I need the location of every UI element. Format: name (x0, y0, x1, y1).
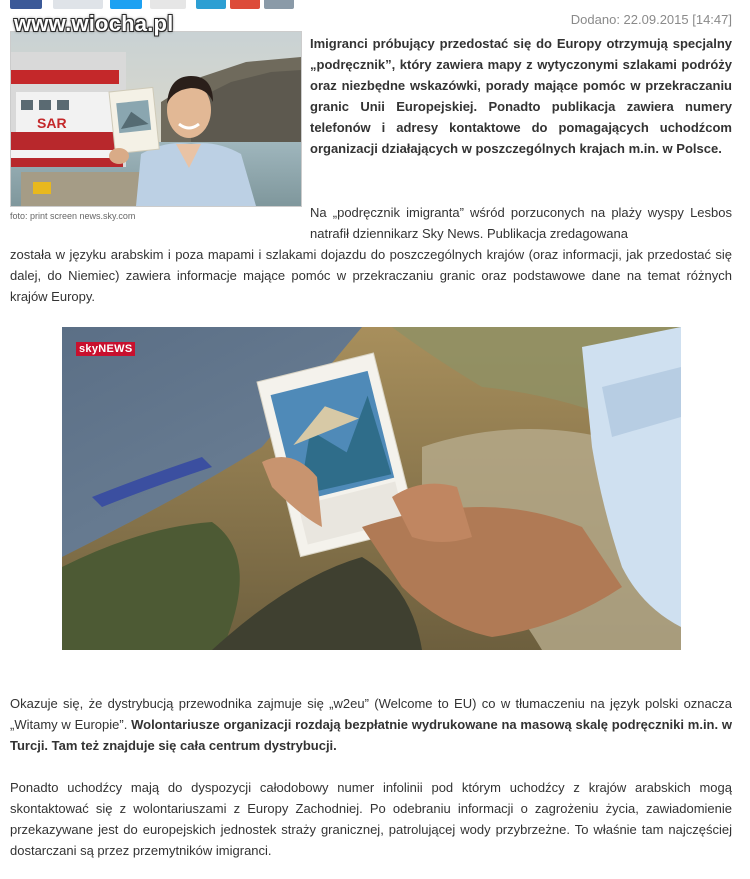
sky-news-logo: skyNEWS (76, 342, 135, 356)
share-bar (0, 0, 300, 9)
paragraph-2 (10, 693, 732, 756)
site-watermark: www.wiocha.pl (14, 11, 174, 36)
vk-share-button[interactable] (53, 0, 103, 9)
article-thumbnail-image (10, 31, 302, 207)
paragraph-2-bold: Wolontariusze organizacji rozdają bezpłatnie wydrukowane na masową skalę podręczniki m.in. w Turcji. Tam też znajduje się cała centrum dystrybucji. (10, 717, 732, 753)
paragraph-3: Ponadto uchodźcy mają do dyspozycji całodobowy numer infolinii pod którym uchodźcy z krajów arabskich mogą skontaktować się z wolontariuszami z Europy Zachodniej. Po odebraniu informacji o zagrożeniu życia, zawiadomienie przekazywane jest do europejskich jednostek straży granicznej, patrolującej wody przybrzeżne. To właśnie tam najczęściej dostarczani są przez przemytników imigranci. (10, 780, 732, 858)
sky-news-video-frame[interactable] (62, 327, 681, 650)
google-plus-share-button[interactable] (230, 0, 260, 9)
boat-label: SAR (37, 115, 67, 131)
twitter-share-button[interactable] (110, 0, 142, 9)
photo-credit: foto: print screen news.sky.com (10, 211, 136, 221)
wykop-share-button[interactable] (196, 0, 226, 9)
facebook-share-button[interactable] (10, 0, 42, 9)
paragraph-1-top: Na „podręcznik imigranta” wśród porzuconych na plaży wyspy Lesbos natrafił dziennikarz Sky News. Publikacja zredagowana (310, 205, 732, 241)
article-lead: Imigranci próbujący przedostać się do Europy otrzymują specjalny „podręcznik”, który zawiera mapy z wytyczonymi szlakami podróży oraz niezbędne wskazówki, porady mające pomóc w przekraczaniu granic Unii Europejskiej. Ponadto publikacja zawiera numery telefonów i adresy kontaktowe do pomagających uchodźcom organizacji działających w poszczególnych krajach m.in. w Polsce. (310, 36, 732, 156)
generic-share-button[interactable] (264, 0, 294, 9)
post-date: Dodano: 22.09.2015 [14:47] (570, 12, 732, 27)
paragraph-2-normal: Okazuje się, że dystrybucją przewodnika zajmuje się „w2eu” (Welcome to EU) co w tłumaczeniu na język polski oznacza „Witamy w Europie”. (10, 696, 732, 732)
blank-share-button[interactable] (150, 0, 186, 9)
paragraph-1-rest: została w języku arabskim i poza mapami i szlakami dojazdu do poszczególnych krajów (oraz informacji, jak przedostać się dalej, do Niemiec) zawiera informacje mające pomóc w przekraczaniu granic oraz podstawowe dane na temat różnych krajów Europy. (10, 247, 732, 304)
